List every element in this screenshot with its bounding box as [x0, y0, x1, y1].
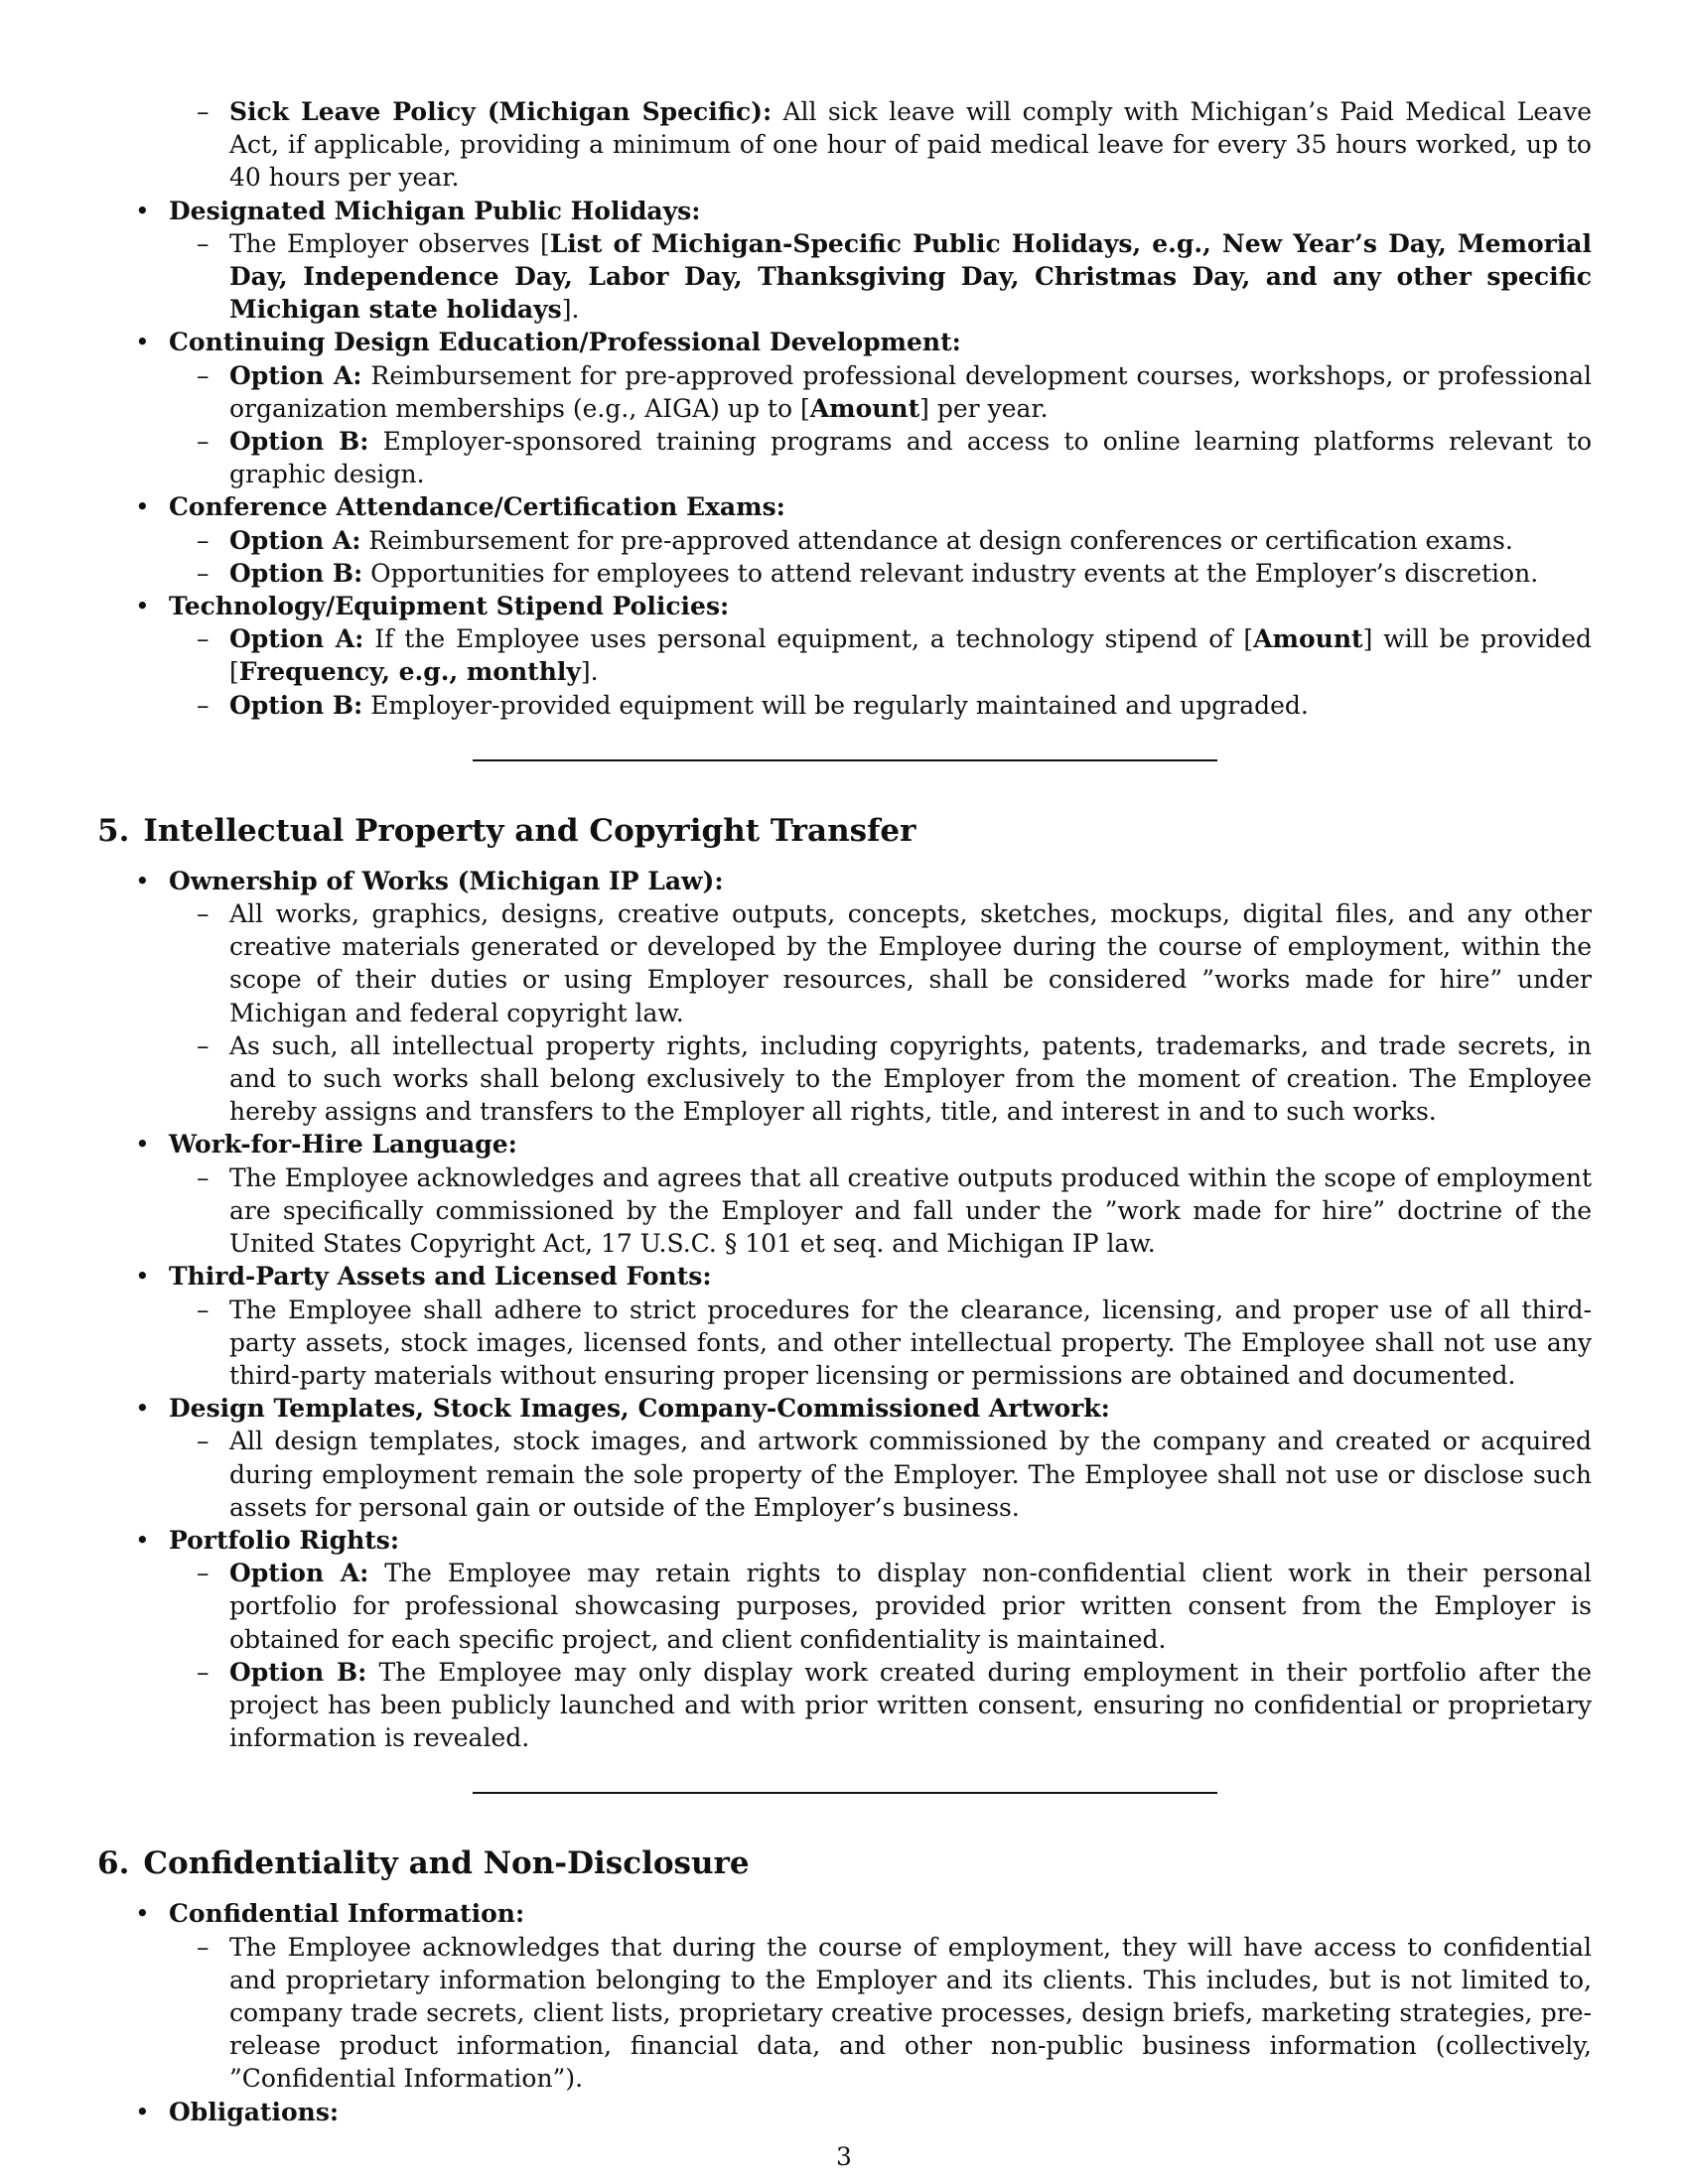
- work-for-hire-sublist: [169, 1161, 1592, 1261]
- section-6-list: [97, 1897, 1592, 2127]
- option-a-text: If the Employee uses personal equipment, a technology stipend of [: [363, 624, 1254, 654]
- section-title: Confidentiality and Non-Disclosure: [143, 1845, 750, 1882]
- page-content: [97, 95, 1592, 2128]
- tech-sublist: [169, 622, 1592, 722]
- section-6-heading: [97, 1843, 1592, 1883]
- option-a-label: Option A:: [229, 624, 364, 654]
- portfolio-option-a: [97, 1557, 1592, 1656]
- amount-placeholder: Amount: [1253, 624, 1363, 654]
- option-a-label: Option A:: [229, 1559, 369, 1588]
- work-for-hire-item: [97, 1128, 1592, 1260]
- option-b-text: Opportunities for employees to attend relevant industry events at the Employer’s discretion.: [362, 558, 1539, 588]
- option-a-label: Option A:: [229, 525, 361, 555]
- confidential-info-clause: – The Employee acknowledges that during the course of employment, they will have access to confidential and proprietary information belonging to the Employer and its clients. This includes, but is not limited to, company trade secrets, client lists, proprietary creative processes, design briefs, marketing strategies, pre-release product information, financial data, and other non-public business information (collectively, ”Confidential Information”).: [97, 1931, 1592, 2096]
- option-a-suffix: ] per year.: [919, 393, 1049, 423]
- sick-leave-item: [97, 95, 1592, 195]
- option-b-label: Option B:: [229, 427, 369, 457]
- holidays-prefix: The Employer observes [: [229, 228, 550, 258]
- holidays-text: [97, 227, 1592, 327]
- tech-stipend-item: [97, 590, 1592, 722]
- sick-leave-text: All sick leave will comply with Michigan’s Paid Medical Leave Act, if applicable, providing a minimum of one hour of paid medical leave for every 35 hours worked, up to 40 hours per year.: [229, 97, 1592, 193]
- option-b-label: Option B:: [229, 558, 363, 588]
- amount-placeholder: Amount: [809, 393, 920, 423]
- obligations-label: Obligations:: [169, 2097, 340, 2126]
- conference-item: [97, 490, 1592, 590]
- option-a-suffix: ].: [580, 657, 599, 687]
- holidays-list-placeholder: List of Michigan-Specific Public Holidays, e.g., New Year’s Day, Memorial Day, Independence Day, Labor Day, Thanksgiving Day, Christmas Day, and any other specific Michigan state holidays: [229, 228, 1593, 325]
- third-party-label: Third-Party Assets and Licensed Fonts:: [169, 1262, 712, 1292]
- benefits-list: [97, 195, 1592, 722]
- confidential-info-sublist: [169, 1931, 1592, 2096]
- portfolio-sublist: [169, 1557, 1592, 1754]
- conference-option-b: [97, 557, 1592, 590]
- portfolio-option-b: [97, 1656, 1592, 1755]
- section-5-heading: [97, 811, 1592, 851]
- option-b-text: Employer-sponsored training programs and access to online learning platforms relevant to graphic design.: [229, 427, 1592, 489]
- work-for-hire-clause: – The Employee acknowledges and agrees that all creative outputs produced within the scope of employment are specifically commissioned by the Employer and fall under the ”work made for hire” doctrine of the United States Copyright Act, 17 U.S.C. § 101 et seq. and Michigan IP law.: [97, 1161, 1592, 1261]
- section-number: 5.: [97, 812, 130, 849]
- section-5-list: [97, 865, 1592, 1754]
- ownership-sublist: [169, 897, 1592, 1128]
- cde-label: Continuing Design Education/Professional Development:: [169, 328, 961, 357]
- ownership-label: Ownership of Works (Michigan IP Law):: [169, 866, 724, 895]
- option-a-mid: ] will be provided [: [229, 624, 1592, 687]
- design-templates-item: [97, 1392, 1592, 1524]
- conference-sublist: [169, 524, 1592, 590]
- third-party-sublist: [169, 1294, 1592, 1393]
- option-a-text: Reimbursement for pre-approved attendance at design conferences or certification exams.: [360, 525, 1513, 555]
- obligations-item: [97, 2096, 1592, 2128]
- design-templates-clause: – All design templates, stock images, and artwork commissioned by the company and created or acquired during employment remain the sole property of the Employer. The Employee shall not use or disclose such assets for personal gain or outside of the Employer’s business.: [97, 1425, 1592, 1524]
- design-templates-sublist: [169, 1425, 1592, 1524]
- page-number: 3: [836, 2142, 852, 2171]
- continued-sublist: [97, 95, 1592, 195]
- design-templates-label: Design Templates, Stock Images, Company-Commissioned Artwork:: [169, 1394, 1110, 1424]
- sick-leave-label: Sick Leave Policy (Michigan Specific):: [229, 97, 773, 126]
- conference-option-a: [97, 524, 1592, 557]
- option-b-label: Option B:: [229, 1657, 367, 1687]
- option-a-label: Option A:: [229, 360, 362, 390]
- confidential-info-item: [97, 1897, 1592, 2095]
- conference-label: Conference Attendance/Certification Exams:: [169, 492, 785, 522]
- section-divider: [473, 1792, 1217, 1794]
- ownership-clause-2: – As such, all intellectual property rights, including copyrights, patents, trademarks, and trade secrets, in and to such works shall belong exclusively to the Employer from the moment of creation. The Employee hereby assigns and transfers to the Employer all rights, title, and interest in and to such works.: [97, 1029, 1592, 1129]
- portfolio-rights-label: Portfolio Rights:: [169, 1525, 400, 1555]
- option-b-label: Option B:: [229, 690, 363, 720]
- ownership-clause-1: – All works, graphics, designs, creative outputs, concepts, sketches, mockups, digital files, and any other creative materials generated or developed by the Employee during the course of employment, within the scope of their duties or using Employer resources, shall be considered ”works made for hire” under Michigan and federal copyright law.: [97, 897, 1592, 1029]
- option-a-text: Reimbursement for pre-approved professional development courses, workshops, or professional organization memberships (e.g., AIGA) up to [: [229, 360, 1592, 423]
- option-b-text: The Employee may only display work created during employment in their portfolio after the project has been publicly launched and with prior written consent, ensuring no confidential or proprietary information is revealed.: [229, 1657, 1592, 1753]
- third-party-clause: – The Employee shall adhere to strict procedures for the clearance, licensing, and proper use of all third-party assets, stock images, licensed fonts, and other intellectual property. The Employee shall not use any third-party materials without ensuring proper licensing or permissions are obtained and documented.: [97, 1294, 1592, 1393]
- third-party-item: [97, 1260, 1592, 1392]
- tech-option-b: [97, 689, 1592, 722]
- cde-option-a: [97, 359, 1592, 425]
- option-a-text: The Employee may retain rights to display non-confidential client work in their personal portfolio for professional showcasing purposes, provided prior written consent from the Employer is obtained for each specific project, and client confidentiality is maintained.: [229, 1559, 1593, 1654]
- ownership-item: [97, 865, 1592, 1129]
- option-b-text: Employer-provided equipment will be regularly maintained and upgraded.: [362, 690, 1309, 720]
- frequency-placeholder: Frequency, e.g., monthly: [238, 657, 581, 687]
- tech-stipend-label: Technology/Equipment Stipend Policies:: [169, 592, 730, 621]
- cde-sublist: [169, 359, 1592, 491]
- tech-option-a: [97, 622, 1592, 688]
- holidays-suffix: ].: [561, 295, 580, 325]
- holidays-sublist: [169, 227, 1592, 327]
- confidential-info-label: Confidential Information:: [169, 1899, 525, 1929]
- portfolio-rights-item: [97, 1524, 1592, 1754]
- work-for-hire-label: Work-for-Hire Language:: [169, 1130, 517, 1160]
- section-title: Intellectual Property and Copyright Transfer: [143, 812, 916, 849]
- section-number: 6.: [97, 1845, 130, 1882]
- section-divider: [473, 759, 1217, 761]
- cde-option-b: [97, 425, 1592, 490]
- cde-item: [97, 326, 1592, 490]
- holidays-label: Designated Michigan Public Holidays:: [169, 196, 701, 225]
- holidays-item: [97, 195, 1592, 327]
